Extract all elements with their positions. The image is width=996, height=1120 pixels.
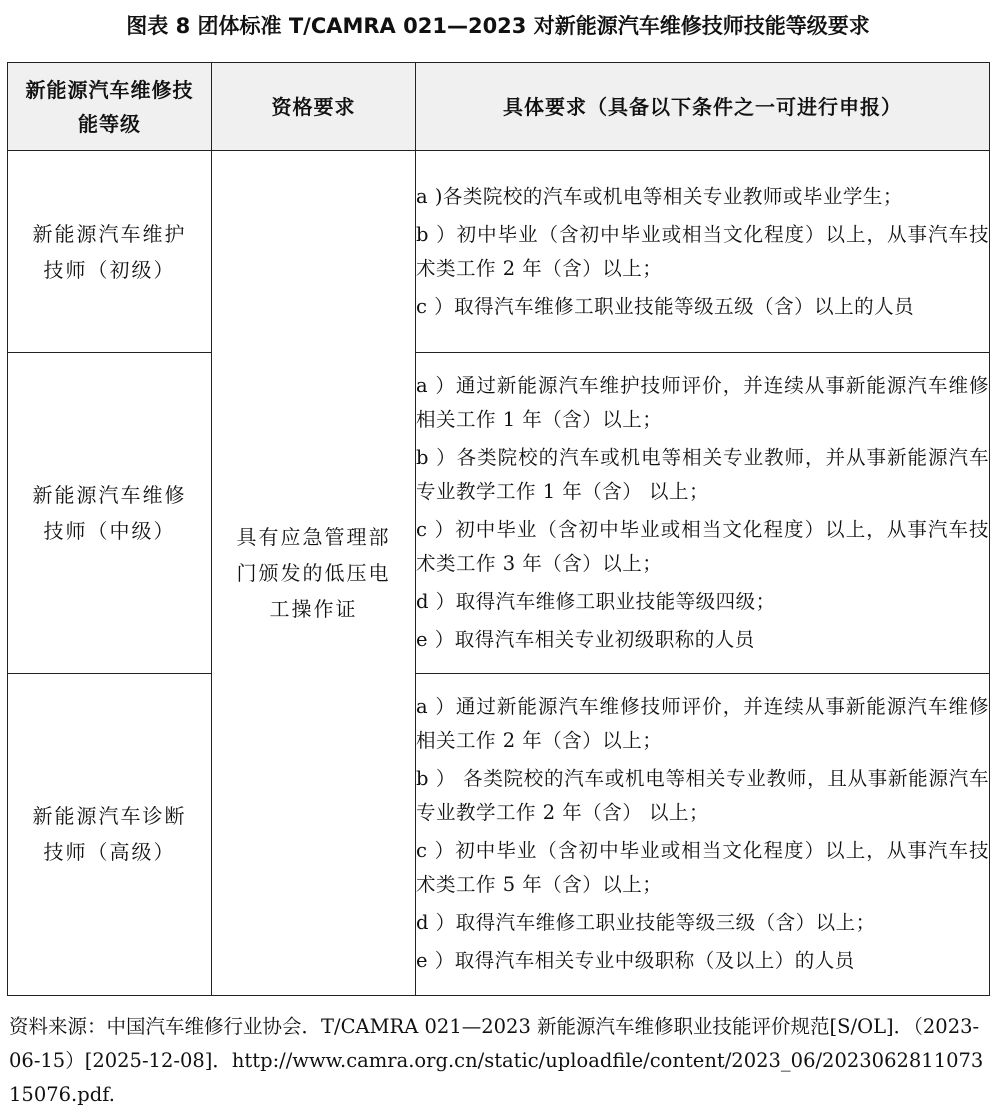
- figure-title: 图表 8 团体标准 T/CAMRA 021—2023 对新能源汽车维修技师技能等级要求: [126, 14, 870, 38]
- level-cell: [8, 673, 212, 995]
- table-row: [8, 151, 990, 353]
- requirement-item: c ）初中毕业（含初中毕业或相当文化程度）以上，从事汽车技术类工作 5 年（含）以上；: [416, 839, 989, 897]
- header-specific-requirements: [416, 63, 990, 151]
- requirement-item: b ） 各类院校的汽车或机电等相关专业教师，且从事新能源汽车专业教学工作 2 年（含） 以上；: [416, 767, 989, 825]
- header-qualification: [212, 63, 416, 151]
- header-row: [8, 63, 990, 151]
- skill-level-table: [7, 62, 990, 996]
- qualification-label: 具有应急管理部门颁发的低压电工操作证: [236, 525, 391, 621]
- level-label: 新能源汽车维修技师（中级）: [32, 482, 187, 543]
- table-row: [8, 353, 990, 673]
- requirement-item: c ）取得汽车维修工职业技能等级五级（含）以上的人员: [416, 294, 915, 318]
- level-cell: [8, 353, 212, 673]
- table-row: [8, 673, 990, 995]
- requirement-item: b ）初中毕业（含初中毕业或相当文化程度）以上，从事汽车技术类工作 2 年（含）以上；: [416, 222, 989, 280]
- requirement-item: d ）取得汽车维修工职业技能等级三级（含）以上；: [416, 911, 876, 935]
- level-cell: [8, 151, 212, 353]
- requirement-item: e ）取得汽车相关专业初级职称的人员: [416, 627, 755, 651]
- qualification-cell: [212, 151, 416, 996]
- requirements-cell: [416, 151, 990, 353]
- requirement-item: a )各类院校的汽车或机电等相关专业教师或毕业学生；: [416, 184, 903, 208]
- header-skill-level: [8, 63, 212, 151]
- requirement-item: e ）取得汽车相关专业中级职称（及以上）的人员: [416, 949, 855, 973]
- requirement-item: a ）通过新能源汽车维修技师评价，并连续从事新能源汽车维修相关工作 2 年（含）以上；: [416, 695, 989, 753]
- header-skill-level-label: 新能源汽车维修技能等级: [25, 77, 194, 136]
- header-qualification-label: 资格要求: [271, 94, 356, 119]
- requirement-item: a ）通过新能源汽车维护技师评价，并连续从事新能源汽车维修相关工作 1 年（含）以上；: [416, 373, 989, 431]
- level-label: 新能源汽车诊断技师（高级）: [32, 804, 187, 865]
- source-note: 资料来源：中国汽车维修行业协会．T/CAMRA 021—2023 新能源汽车维修职业技能评价规范[S/OL]．（2023-06-15）[2025-12-08]．http://www.camra.org.cn/static/uploadfile/content/2023_06/202306281107315076.pdf.: [9, 1015, 984, 1106]
- requirement-item: c ）初中毕业（含初中毕业或相当文化程度）以上，从事汽车技术类工作 3 年（含）以上；: [416, 517, 989, 575]
- requirement-item: b ）各类院校的汽车或机电等相关专业教师，并从事新能源汽车专业教学工作 1 年（含） 以上；: [416, 445, 989, 503]
- requirements-cell: [416, 673, 990, 995]
- level-label: 新能源汽车维护技师（初级）: [32, 221, 187, 282]
- header-specific-requirements-label: 具体要求（具备以下条件之一可进行申报）: [503, 94, 902, 119]
- requirements-cell: [416, 353, 990, 673]
- requirement-item: d ）取得汽车维修工职业技能等级四级；: [416, 589, 776, 613]
